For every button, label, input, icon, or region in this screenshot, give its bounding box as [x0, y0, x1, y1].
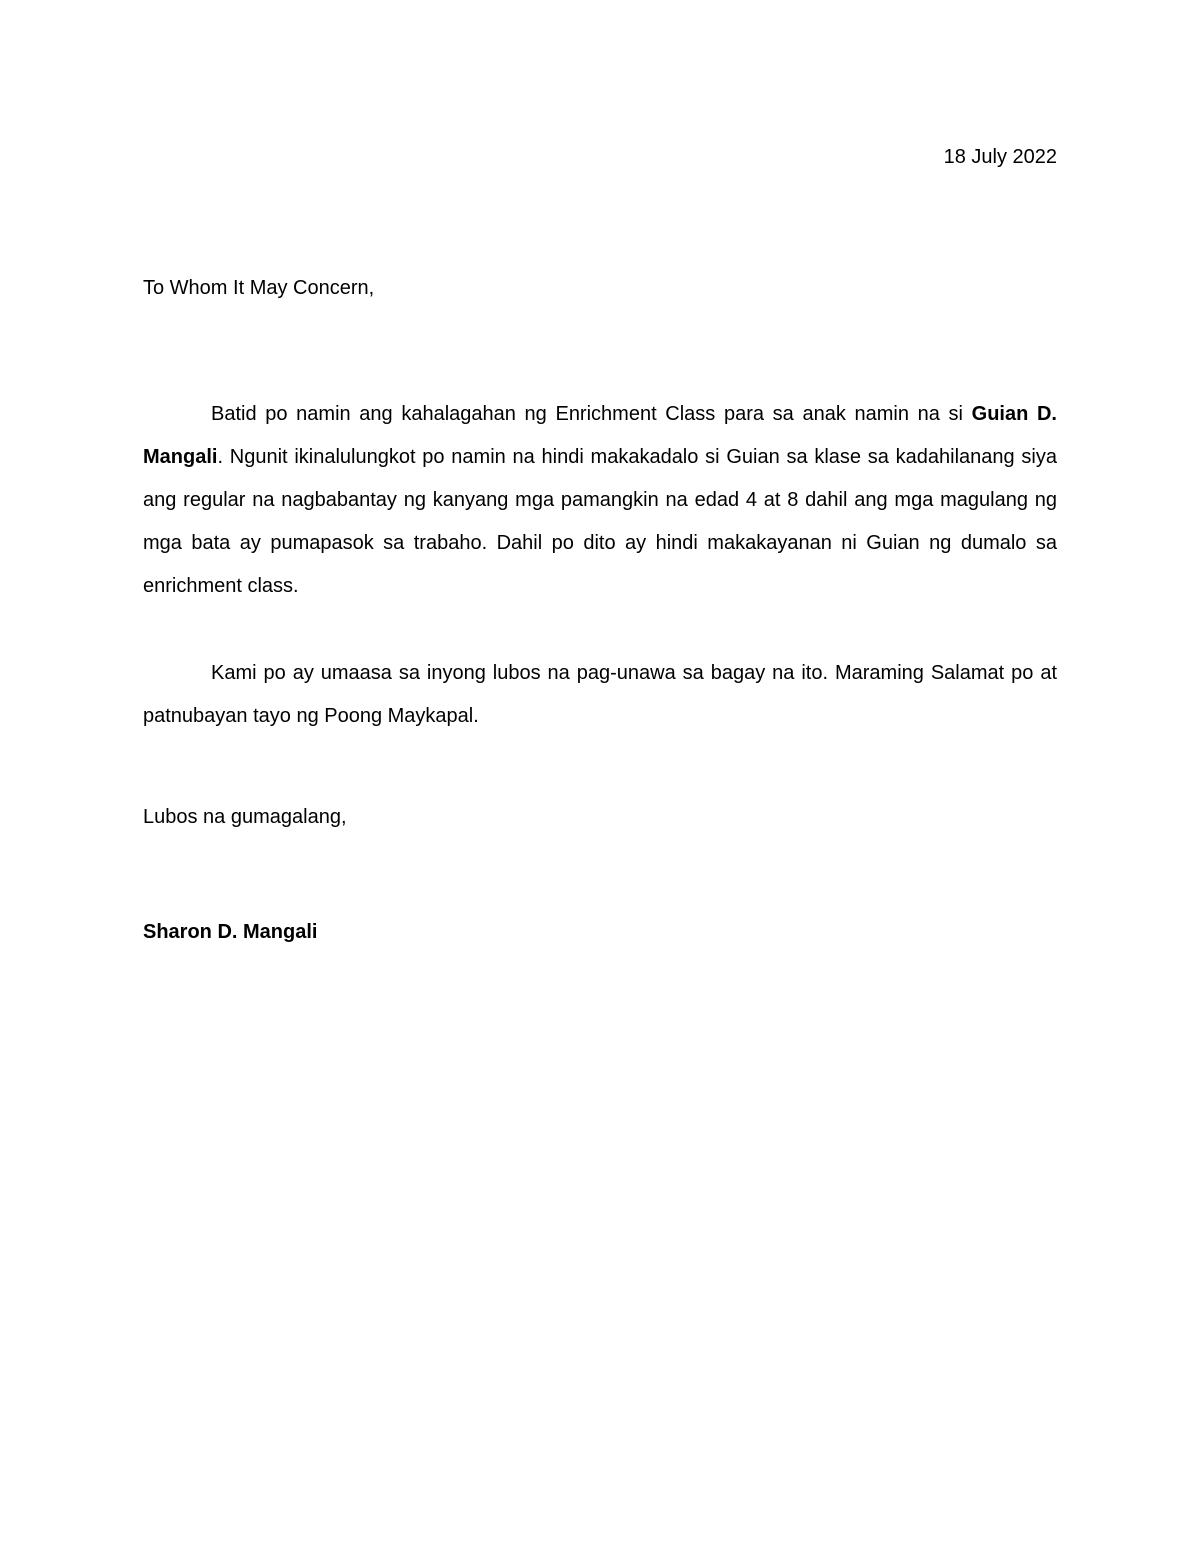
student-name: Guian D. Mangali — [143, 403, 1057, 468]
paragraph-2-text: Kami po ay umaasa sa inyong lubos na pag-unawa sa bagay na ito. Maraming Salamat po at patnubayan tayo ng Poong Maykapal. — [143, 662, 1057, 727]
paragraph-1-text-after: . Ngunit ikinalulungkot po namin na hindi makakadalo si Guian sa klase sa kadahilanang siya ang regular na nagbabantay ng kanyang mga pamangkin na edad 4 at 8 dahil ang mga magulang ng mga bata ay pumapasok sa trabaho. Dahil po dito ay hindi makakayanan ni Guian ng dumalo sa enrichment class. — [143, 446, 1057, 597]
body-paragraph-1 — [143, 393, 1057, 608]
salutation: To Whom It May Concern, — [143, 277, 375, 299]
closing: Lubos na gumagalang, — [143, 806, 347, 828]
letter-date: 18 July 2022 — [943, 146, 1057, 168]
signature-name: Sharon D. Mangali — [143, 921, 318, 943]
paragraph-1-text-before: Batid po namin ang kahalagahan ng Enrichment Class para sa anak namin na si — [211, 403, 972, 425]
body-paragraph-2 — [143, 652, 1057, 738]
